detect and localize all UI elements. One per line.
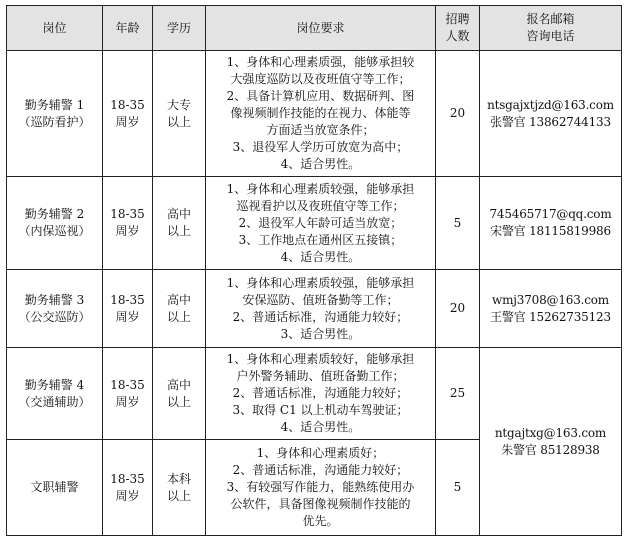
requirement-line: 1、身体和心理素质较强，能够承担 (226, 275, 415, 290)
header-contact-line: 报名邮箱 (526, 12, 575, 26)
cell-education (153, 51, 206, 177)
cell-contact (480, 177, 622, 270)
requirement-line: 3、退役军人学历可放宽为高中； (232, 140, 409, 154)
cell-requirements (206, 177, 436, 270)
contact-email: ntsgajxtjzd@163.com (487, 97, 614, 112)
requirement-line: 2、退役军人年龄可适当放宽； (238, 215, 403, 230)
header-recruit-count (436, 6, 480, 51)
education-level: 高中 (166, 292, 191, 307)
requirement-line: 1、身体和心理素质较强，能够承担 (226, 181, 415, 196)
position-subtitle: （公交巡防） (18, 309, 91, 324)
cell-position (7, 440, 103, 536)
contact-phone: 朱警官 85128938 (501, 442, 600, 457)
age-unit: 周岁 (115, 488, 140, 503)
recruitment-table (6, 5, 622, 536)
education-level: 高中 (166, 377, 191, 392)
requirement-line: 3、工作地点在通州区五接镇； (238, 232, 403, 247)
cell-recruit-count: 5 (436, 440, 480, 536)
age-range: 18-35 (110, 97, 145, 112)
age-unit: 周岁 (115, 224, 140, 238)
cell-requirements (206, 440, 436, 536)
header-position: 岗位 (7, 6, 103, 51)
education-qualifier: 以上 (166, 224, 191, 238)
education-qualifier: 以上 (166, 488, 191, 503)
education-level: 本科 (166, 471, 191, 486)
position-subtitle: （内保巡视） (18, 224, 91, 238)
requirement-line: 1、身体和心理素质强，能够承担较 (226, 55, 415, 69)
education-qualifier: 以上 (166, 309, 191, 324)
requirement-line: 4、适合男性。 (280, 249, 361, 264)
cell-position (7, 348, 103, 440)
age-unit: 周岁 (115, 394, 140, 409)
position-title: 勤务辅警 4 (24, 377, 85, 392)
cell-age (103, 270, 153, 348)
cell-recruit-count: 20 (436, 270, 480, 348)
requirement-line: 3、取得 C1 以上机动车驾驶证； (232, 403, 409, 417)
education-qualifier: 以上 (166, 394, 191, 409)
contact-email: 745465717@qq.com (489, 207, 612, 221)
cell-contact (480, 270, 622, 348)
requirement-line: 大强度巡防以及夜班值守等工作； (230, 72, 411, 86)
requirement-line: 4、适合男性。 (280, 157, 361, 171)
cell-requirements (206, 51, 436, 177)
cell-education (153, 348, 206, 440)
position-title: 勤务辅警 2 (24, 207, 85, 221)
header-contact-line: 咨询电话 (526, 29, 575, 43)
requirement-line: 1、身体和心理素质好； (256, 446, 385, 460)
cell-education (153, 440, 206, 536)
requirement-line: 户外警务辅助、值班备勤工作； (236, 369, 405, 383)
requirement-line: 安保巡防、值班备勤等工作； (242, 292, 399, 307)
cell-position (7, 177, 103, 270)
requirement-line: 3、有较强写作能力，能熟练使用办 (226, 480, 415, 494)
table-row (7, 51, 622, 177)
cell-recruit-count: 20 (436, 51, 480, 177)
header-education: 学历 (153, 6, 206, 51)
table-row (7, 270, 622, 348)
header-row (7, 6, 622, 51)
requirement-line: 2、具备计算机应用、数据研判、图 (226, 89, 415, 103)
cell-recruit-count: 5 (436, 177, 480, 270)
cell-age (103, 177, 153, 270)
requirement-line: 2、普通话标准，沟通能力较好； (232, 309, 409, 324)
header-contact (480, 6, 622, 51)
position-title: 勤务辅警 3 (24, 292, 85, 307)
header-age: 年龄 (103, 6, 153, 51)
cell-contact-shared (480, 348, 622, 536)
contact-phone: 张警官 13862744133 (490, 114, 611, 129)
contact-phone: 王警官 15262735123 (490, 309, 611, 324)
cell-education (153, 270, 206, 348)
contact-email: wmj3708@163.com (492, 292, 609, 307)
table-row (7, 177, 622, 270)
header-requirements: 岗位要求 (206, 6, 436, 51)
requirement-line: 3、适合男性。 (280, 326, 361, 341)
position-subtitle: （巡防看护） (18, 114, 91, 129)
cell-age (103, 51, 153, 177)
requirement-line: 优先。 (302, 514, 339, 528)
cell-position (7, 51, 103, 177)
position-subtitle: （交通辅助） (18, 394, 91, 409)
requirement-line: 1、身体和心理素质较好，能够承担 (226, 352, 415, 366)
age-unit: 周岁 (115, 114, 140, 129)
requirement-line: 2、普通话标准，沟通能力较好； (232, 463, 409, 477)
cell-age (103, 348, 153, 440)
requirement-line: 像视频制作技能的在视力、体能等 (230, 106, 411, 120)
position-title: 勤务辅警 1 (24, 97, 85, 112)
age-range: 18-35 (110, 471, 145, 486)
cell-position (7, 270, 103, 348)
cell-education (153, 177, 206, 270)
contact-phone: 宋警官 18115819986 (490, 224, 611, 238)
requirement-line: 巡视看护以及夜班值守等工作； (236, 198, 405, 213)
requirement-line: 公软件，具备图像视频制作技能的 (230, 497, 411, 511)
header-recruit-count-line: 人数 (445, 29, 470, 43)
education-qualifier: 以上 (166, 114, 191, 129)
requirement-line: 方面适当放宽条件； (266, 123, 375, 137)
education-level: 高中 (166, 207, 191, 221)
cell-requirements (206, 348, 436, 440)
requirement-line: 4、适合男性。 (280, 420, 361, 434)
contact-email: ntgajtxg@163.com (494, 425, 607, 440)
table-row (7, 348, 622, 440)
requirement-line: 2、普通话标准，沟通能力较好； (232, 386, 409, 400)
cell-recruit-count: 25 (436, 348, 480, 440)
cell-age (103, 440, 153, 536)
age-range: 18-35 (110, 207, 145, 221)
position-title: 文职辅警 (30, 480, 79, 494)
education-level: 大专 (166, 97, 191, 112)
age-range: 18-35 (110, 292, 145, 307)
cell-contact (480, 51, 622, 177)
header-recruit-count-line: 招聘 (445, 12, 470, 26)
age-range: 18-35 (110, 377, 145, 392)
cell-requirements (206, 270, 436, 348)
age-unit: 周岁 (115, 309, 140, 324)
